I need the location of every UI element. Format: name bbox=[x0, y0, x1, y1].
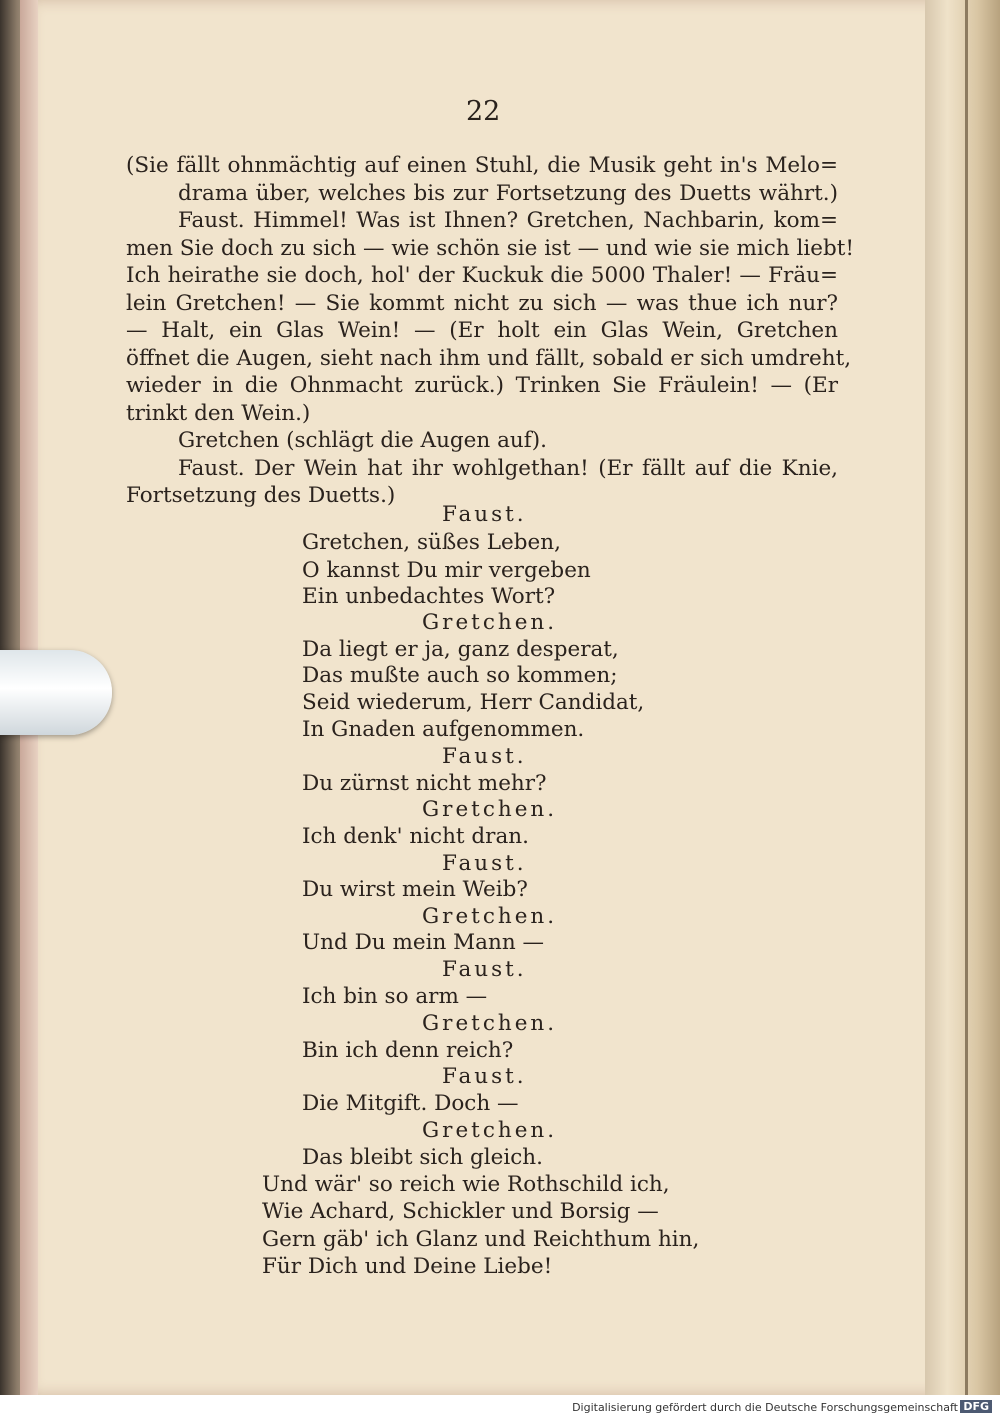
prose-line: drama über, welches bis zur Fortsetzung des Duetts währt.) bbox=[178, 180, 838, 206]
verse-line: O kannst Du mir vergeben bbox=[302, 558, 591, 583]
verse-line: Für Dich und Deine Liebe! bbox=[262, 1254, 553, 1279]
dfg-logo: DFG bbox=[960, 1400, 992, 1413]
footer-credit: Digitalisierung gefördert durch die Deutsche Forschungsgemeinschaft bbox=[572, 1401, 958, 1414]
page-stack-edge bbox=[925, 0, 1000, 1395]
verse-line: Ich bin so arm — bbox=[302, 984, 488, 1009]
verse-line: Wie Achard, Schickler und Borsig — bbox=[262, 1199, 659, 1224]
verse-line: Die Mitgift. Doch — bbox=[302, 1091, 519, 1116]
verse-line: Du wirst mein Weib? bbox=[302, 877, 528, 902]
speaker-name: Faust. bbox=[442, 1064, 527, 1089]
speaker-name: Gretchen. bbox=[422, 610, 558, 635]
verse-line: Und Du mein Mann — bbox=[302, 930, 545, 955]
prose-line: trinkt den Wein.) bbox=[126, 400, 311, 426]
prose-block bbox=[126, 152, 855, 510]
page-clip bbox=[0, 650, 112, 735]
verse-line: Gretchen, süßes Leben, bbox=[302, 530, 561, 555]
prose-line: Faust. Himmel! Was ist Ihnen? Gretchen, Nachbarin, kom= bbox=[178, 208, 838, 233]
page-number: 22 bbox=[466, 96, 501, 127]
speaker-name: Gretchen. bbox=[422, 904, 558, 929]
prose-line: öffnet die Augen, sieht nach ihm und fällt, sobald er sich umdreht, bbox=[126, 345, 852, 371]
verse-line: Da liegt er ja, ganz desperat, bbox=[302, 637, 619, 662]
footer-bar bbox=[0, 1395, 1000, 1423]
verse-line: Das bleibt sich gleich. bbox=[302, 1145, 543, 1170]
verse-line: Seid wiederum, Herr Candidat, bbox=[302, 690, 645, 715]
prose-line: Fortsetzung des Duetts.) bbox=[126, 483, 396, 508]
verse-line: Du zürnst nicht mehr? bbox=[302, 771, 547, 796]
speaker-name: Gretchen. bbox=[422, 1011, 558, 1036]
speaker-name: Faust. bbox=[442, 502, 527, 527]
speaker-name: Faust. bbox=[442, 744, 527, 769]
speaker-name: Gretchen. bbox=[422, 1118, 558, 1143]
prose-line: lein Gretchen! — Sie kommt nicht zu sich — was thue ich nur? bbox=[126, 290, 838, 316]
speaker-name: Gretchen. bbox=[422, 797, 558, 822]
verse-line: Ich denk' nicht dran. bbox=[302, 824, 529, 849]
verse-line: Das mußte auch so kommen; bbox=[302, 663, 618, 688]
verse-line: Und wär' so reich wie Rothschild ich, bbox=[262, 1172, 670, 1197]
prose-line: — Halt, ein Glas Wein! — (Er holt ein Glas Wein, Gretchen bbox=[126, 318, 838, 343]
prose-line: Gretchen (schlägt die Augen auf). bbox=[178, 428, 547, 453]
speaker-name: Faust. bbox=[442, 957, 527, 982]
prose-line: wieder in die Ohnmacht zurück.) Trinken Sie Fräulein! — (Er bbox=[126, 373, 838, 398]
speaker-name: Faust. bbox=[442, 851, 527, 876]
prose-line: Faust. Der Wein hat ihr wohlgethan! (Er fällt auf die Knie, bbox=[178, 455, 838, 481]
prose-line: Ich heirathe sie doch, hol' der Kuckuk die 5000 Thaler! — Fräu= bbox=[126, 263, 838, 288]
verse-line: In Gnaden aufgenommen. bbox=[302, 717, 585, 742]
verse-line: Gern gäb' ich Glanz und Reichthum hin, bbox=[262, 1227, 700, 1252]
prose-line: men Sie doch zu sich — wie schön sie ist — und wie sie mich liebt! bbox=[126, 235, 855, 261]
verse-line: Bin ich denn reich? bbox=[302, 1038, 514, 1063]
prose-line: (Sie fällt ohnmächtig auf einen Stuhl, die Musik geht in's Melo= bbox=[126, 153, 838, 178]
verse-line: Ein unbedachtes Wort? bbox=[302, 584, 556, 609]
